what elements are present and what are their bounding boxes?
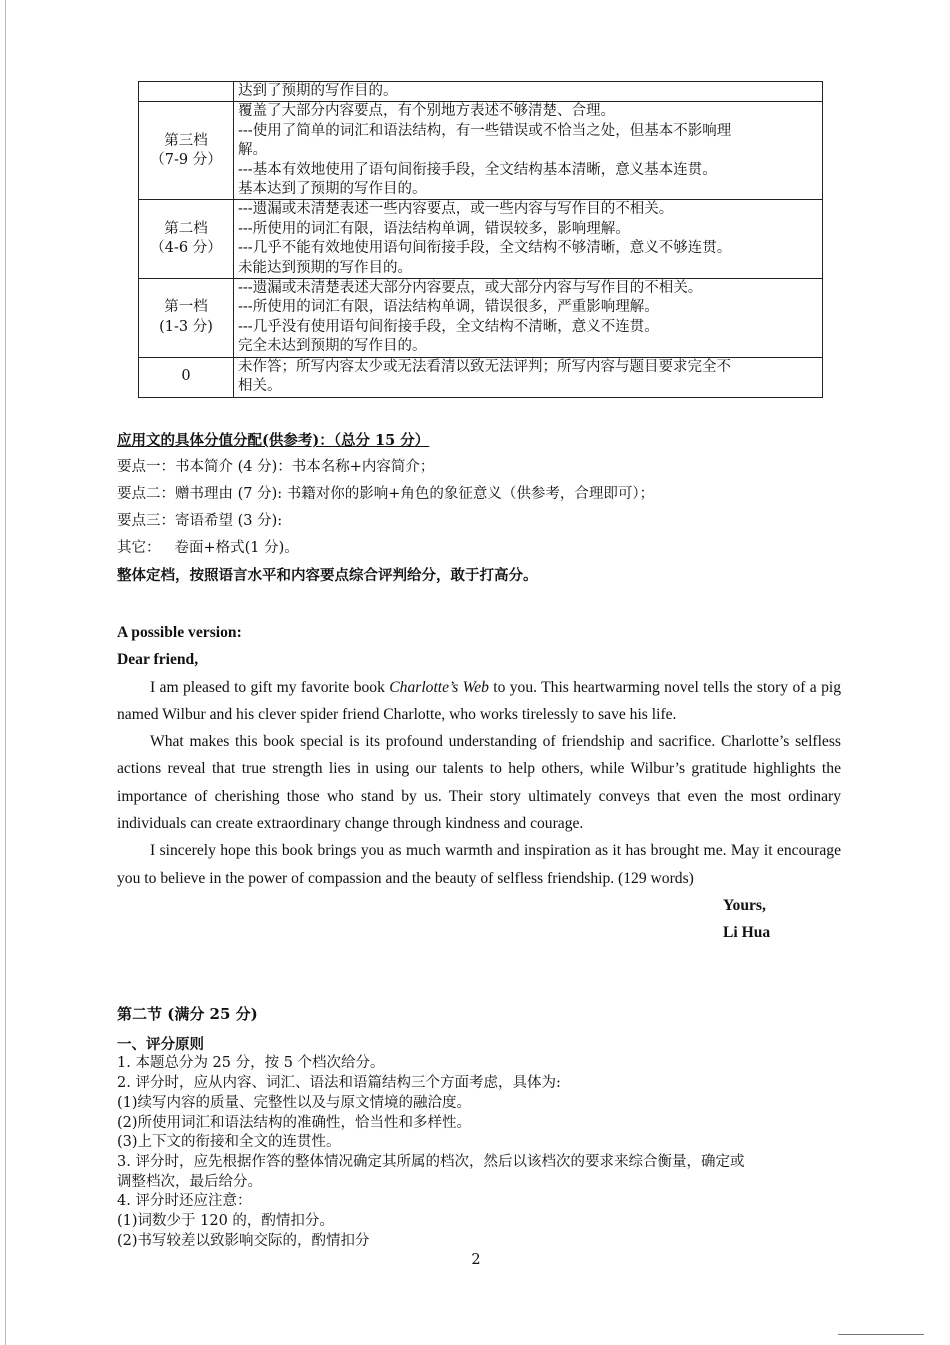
rubric-line: ---使用了简单的词汇和语法结构，有一些错误或不恰当之处，但基本不影响理: [238, 122, 732, 139]
essay-paragraph: I sincerely hope this book brings you as much warmth and inspiration as it has brought me. May it encourage you to believe in the power of compassion and the beauty of selfless friendship. (129 words): [117, 842, 841, 887]
rubric-line: 未作答；所写内容太少或无法看清以致无法评判；所写内容与题目要求完全不: [238, 358, 731, 375]
scan-edge-line: [5, 0, 6, 1345]
scoring-title: 应用文的具体分值分配(供参考)：（总分 15 分）: [117, 432, 430, 449]
rule-line: 2. 评分时，应从内容、词汇、语法和语篇结构三个方面考虑，具体为:: [117, 1075, 561, 1092]
rule-line: 1. 本题总分为 25 分，按 5 个档次给分。: [117, 1055, 385, 1072]
rubric-description: [234, 200, 823, 279]
essay-paragraph: [117, 674, 841, 729]
scan-corner-mark: [838, 1334, 924, 1335]
scoring-point: 要点二：赠书理由 (7 分): 书籍对你的影响+角色的象征意义（供参考，合理即可）；: [117, 486, 655, 502]
essay-greeting: Dear friend,: [117, 651, 199, 669]
essay-text: I am pleased to gift my favorite book: [150, 678, 390, 696]
band-range: （4-6 分）: [150, 240, 222, 257]
rubric-row-band-1: [139, 279, 823, 358]
rule-line: 3. 评分时，应先根据作答的整体情况确定其所属的档次，然后以该档次的要求来综合衡量，确定或: [117, 1153, 745, 1170]
rubric-band-cell: [139, 102, 234, 200]
rubric-line: 覆盖了大部分内容要点，有个别地方表述不够清楚、合理。: [238, 103, 615, 120]
rule-line: (1)词数少于 120 的，酌情扣分。: [117, 1213, 334, 1230]
scoring-point: 要点三：寄语希望 (3 分):: [117, 513, 283, 529]
scoring-section: [117, 427, 654, 589]
essay-label: A possible version:: [117, 624, 242, 641]
band-name: 第三档: [164, 132, 208, 149]
rubric-line: 基本达到了预期的写作目的。: [238, 181, 427, 198]
rubric-band-cell: [139, 200, 234, 279]
essay-closing: Yours,: [723, 896, 766, 914]
section-heading: 一、评分原则: [117, 1035, 204, 1053]
rubric-description: [234, 82, 823, 102]
other-text: 卷面+格式(1 分)。: [174, 540, 299, 556]
rubric-row-top: [139, 82, 823, 102]
grading-rubric-table: [138, 81, 823, 398]
rubric-line: 解。: [238, 142, 267, 159]
rubric-line: 未能达到预期的写作目的。: [238, 259, 412, 276]
rubric-description: [234, 279, 823, 358]
essay-text: to you. This heartwarming novel tells the story of a pig named Wilbur and his clever spider friend Charlotte, who works tirelessly to save his life.: [117, 678, 842, 723]
rubric-line: ---几乎不能有效地使用语句间衔接手段，全文结构不够清晰，意义不够连贯。: [238, 240, 732, 257]
page-number: 2: [471, 1252, 481, 1268]
rubric-line: 完全未达到预期的写作目的。: [238, 338, 427, 355]
rule-line: 调整档次，最后给分。: [117, 1173, 262, 1190]
rubric-line: ---基本有效地使用了语句间衔接手段，全文结构基本清晰，意义基本连贯。: [238, 161, 717, 178]
other-label: 其它：: [117, 540, 161, 556]
section-two: [117, 1005, 744, 1251]
scoring-other: [117, 535, 654, 562]
band-range: (1-3 分): [159, 318, 213, 335]
scoring-point: 要点一：书本简介 (4 分)：书本名称+内容简介；: [117, 459, 435, 475]
scoring-overall: 整体定档，按照语言水平和内容要点综合评判给分，敢于打高分。: [117, 567, 538, 584]
band-name: 第一档: [164, 299, 208, 316]
rubric-line: ---所使用的词汇有限，语法结构单调，错误很多，严重影响理解。: [238, 299, 659, 316]
rule-line: 4. 评分时还应注意：: [117, 1193, 252, 1210]
band-range: （7-9 分）: [150, 151, 222, 168]
essay-paragraph: What makes this book special is its profound understanding of friendship and sacrifice. Charlotte’s selfless actions reveal that true strength lies in using our talents to help others, while Wilbur’s gratitude highlights the importance of cherishing those who stand by us. Their story ultimately conveys that even the most ordinary individuals can create extraordinary change through kindness and courage.: [117, 733, 841, 833]
book-title: Charlotte’s Web: [389, 678, 489, 696]
rubric-line: 达到了预期的写作目的。: [238, 83, 398, 99]
rubric-line: ---几乎没有使用语句间衔接手段，全文结构不清晰，意义不连贯。: [238, 318, 659, 335]
rubric-band-cell: [139, 357, 234, 397]
band-name: 0: [181, 368, 191, 385]
rubric-line: ---遗漏或未清楚表述一些内容要点，或一些内容与写作目的不相关。: [238, 201, 674, 218]
band-name: 第二档: [164, 220, 208, 237]
rule-line: (1)续写内容的质量、完整性以及与原文情境的融洽度。: [117, 1094, 472, 1111]
section-title: 第二节 (满分 25 分): [117, 1005, 258, 1023]
rubric-row-band-2: [139, 200, 823, 279]
rubric-line: ---所使用的词汇有限，语法结构单调，错误较多，影响理解。: [238, 220, 630, 237]
rule-line: (3)上下文的衔接和全文的连贯性。: [117, 1134, 341, 1151]
rubric-band-cell-empty: [139, 82, 234, 102]
rule-line: (2)书写较差以致影响交际的，酌情扣分: [117, 1232, 370, 1249]
rubric-row-band-3: [139, 102, 823, 200]
essay-signature: Li Hua: [723, 924, 771, 942]
rubric-description: [234, 357, 823, 397]
sample-essay: [117, 619, 841, 947]
rubric-band-cell: [139, 279, 234, 358]
rubric-line: ---遗漏或未清楚表述大部分内容要点，或大部分内容与写作目的不相关。: [238, 280, 703, 297]
rubric-row-band-0: [139, 357, 823, 397]
rubric-line: 相关。: [238, 378, 282, 395]
rule-line: (2)所使用词汇和语法结构的准确性，恰当性和多样性。: [117, 1114, 472, 1131]
rubric-description: [234, 102, 823, 200]
